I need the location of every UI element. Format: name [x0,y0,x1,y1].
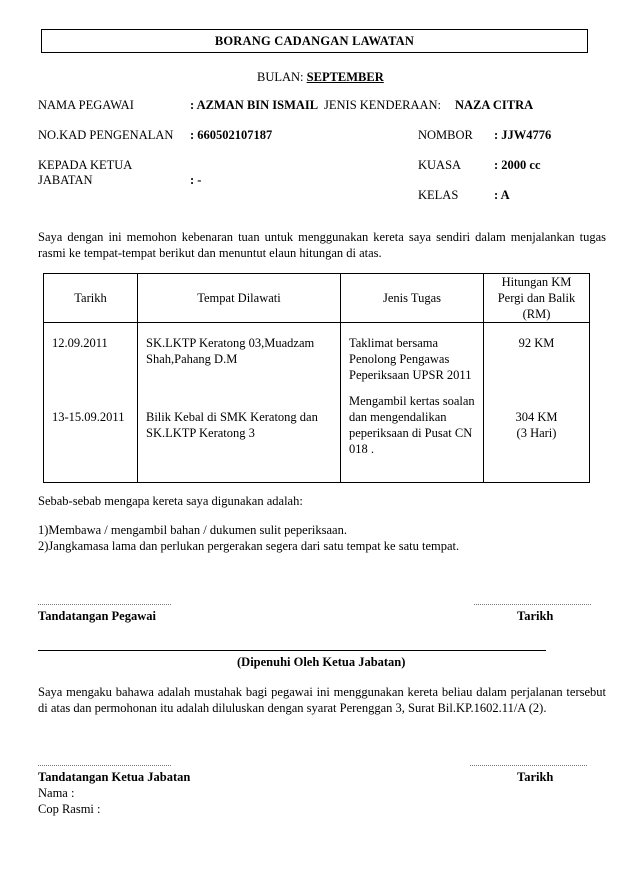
kelas-value: : A [494,188,510,202]
ketua-label-1: KEPADA KETUA [38,158,133,172]
nama-value: : AZMAN BIN ISMAIL [190,98,319,112]
cell-tarikh [44,323,138,483]
table-row [44,323,590,483]
row2-km-note: (3 Hari) [516,426,557,440]
nombor-label: NOMBOR [418,128,473,142]
kuasa-label: KUASA [418,158,462,172]
table-header-row [44,274,590,323]
ketua-signature-label: Tandatangan Ketua Jabatan [38,770,191,784]
ketua-heading: (Dipenuhi Oleh Ketua Jabatan) [237,655,406,669]
ketua-date-label: Tarikh [517,770,554,784]
trips-table [43,273,590,483]
row2-tarikh: 13-15.09.2011 [52,410,125,424]
reason-item-1: 1)Membawa / mengambil bahan / dukumen sulit peperiksaan. [38,523,347,537]
nombor-value: : JJW4776 [494,128,552,142]
employee-date-label: Tarikh [517,609,554,623]
ic-value: : 660502107187 [190,128,273,142]
kenderaan-value: NAZA CITRA [455,98,534,112]
section-divider [38,650,546,651]
row2-tugas-3: peperiksaan di Pusat CN [349,426,473,440]
row2-tugas-1: Mengambil kertas soalan [349,394,475,408]
reasons-heading: Sebab-sebab mengapa kereta saya digunakan adalah: [38,494,303,508]
header-tempat: Tempat Dilawati [138,274,341,323]
header-km: Hitungan KM Pergi dan Balik (RM) [484,274,590,323]
row2-tugas-4: 018 . [349,442,374,456]
row1-km: 92 KM [518,336,555,350]
header-tugas: Jenis Tugas [341,274,484,323]
row1-tugas-1: Taklimat bersama [349,336,439,350]
ketua-paragraph: Saya mengaku bahawa adalah mustahak bagi pegawai ini menggunakan kereta beliau dalam perjalanan tersebut di atas dan permohonan itu adalah diluluskan dengan syarat Perenggan 3, Surat Bil.KP.1602.11/A (2). [38,685,606,715]
ketua-value: : - [190,173,202,187]
reason-item-2: 2)Jangkamasa lama dan perlukan pergerakan segera dari satu tempat ke satu tempat. [38,539,460,553]
header-tarikh: Tarikh [44,274,138,323]
kuasa-value: : 2000 cc [494,158,541,172]
intro-paragraph: Saya dengan ini memohon kebenaran tuan untuk menggunakan kereta saya sendiri dalam menjalankan tugas rasmi ke tempat-tempat berikut dan menuntut elaun hitungan di atas. [38,230,606,260]
ic-label: NO.KAD PENGENALAN [38,128,174,142]
row1-tarikh: 12.09.2011 [52,336,108,350]
ketua-date-line [470,765,587,766]
ketua-nama-label: Nama : [38,786,75,800]
kelas-label: KELAS [418,188,459,202]
employee-signature-label: Tandatangan Pegawai [38,609,156,623]
ketua-signature-line [38,765,171,766]
row2-tempat-2: SK.LKTP Keratong 3 [146,426,255,440]
cell-tempat [138,323,341,483]
row1-tempat-1: SK.LKTP Keratong 03,Muadzam [146,336,315,350]
bulan-line [257,70,384,85]
row2-km: 304 KM [515,410,558,424]
cell-tugas [341,323,484,483]
ketua-label-2: JABATAN [38,173,93,187]
bulan-value: SEPTEMBER [306,70,384,84]
row2-tugas-2: dan mengendalikan [349,410,447,424]
employee-date-line [474,604,591,605]
kenderaan-label: JENIS KENDERAAN: [324,98,442,112]
row1-tempat-2: Shah,Pahang D.M [146,352,238,366]
row1-tugas-3: Peperiksaan UPSR 2011 [349,368,472,382]
bulan-label: BULAN: [257,70,304,84]
nama-label: NAMA PEGAWAI [38,98,134,112]
row1-tugas-2: Penolong Pengawas [349,352,450,366]
employee-signature-line [38,604,171,605]
row2-tempat-1: Bilik Kebal di SMK Keratong dan [146,410,318,424]
cell-km [484,323,590,483]
ketua-cop-label: Cop Rasmi : [38,802,101,816]
form-title: BORANG CADANGAN LAWATAN [41,29,588,53]
